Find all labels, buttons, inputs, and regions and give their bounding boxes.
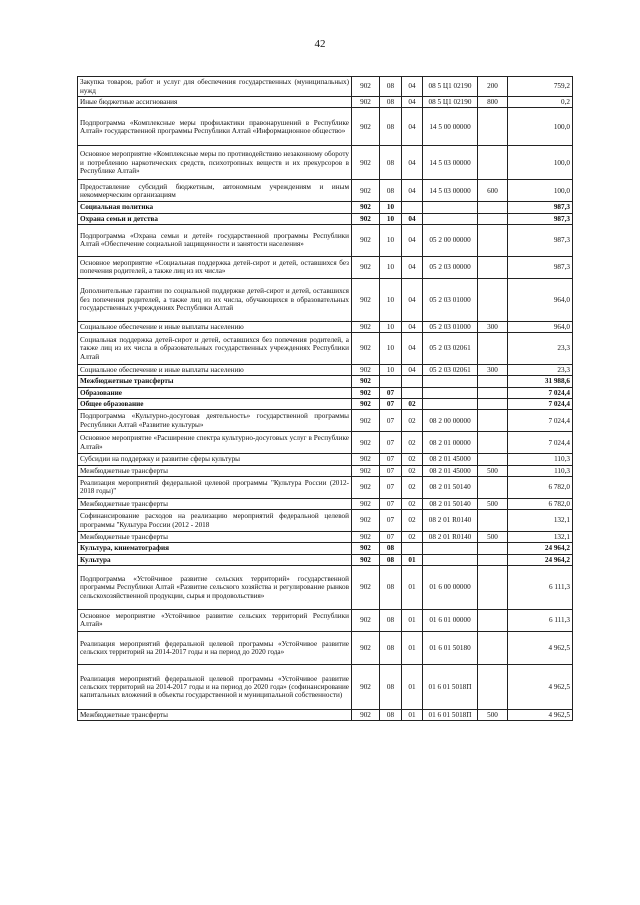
- row-subsection: 04: [402, 77, 423, 97]
- row-amount: 23,3: [508, 333, 573, 365]
- table-row: [78, 498, 573, 509]
- row-expense-type: [478, 387, 508, 398]
- row-section: 07: [380, 398, 402, 409]
- row-amount: 7 024,4: [508, 398, 573, 409]
- row-admin-code: 902: [352, 376, 380, 387]
- row-section: 08: [380, 664, 402, 709]
- row-amount: 7 024,4: [508, 432, 573, 454]
- row-admin-code: 902: [352, 365, 380, 376]
- row-expense-type: [478, 554, 508, 565]
- row-expense-type: [478, 609, 508, 631]
- row-subsection: 01: [402, 554, 423, 565]
- table-row: [78, 213, 573, 224]
- row-subsection: 01: [402, 565, 423, 609]
- row-name: Иные бюджетные ассигнования: [78, 97, 352, 108]
- table-row: [78, 631, 573, 664]
- row-section: 07: [380, 465, 402, 476]
- row-admin-code: 902: [352, 202, 380, 213]
- row-amount: 24 964,2: [508, 543, 573, 554]
- row-target-article: [423, 202, 478, 213]
- table-row: [78, 376, 573, 387]
- row-section: 10: [380, 278, 402, 321]
- row-expense-type: 300: [478, 365, 508, 376]
- table-row: [78, 365, 573, 376]
- row-subsection: 04: [402, 97, 423, 108]
- row-name: Подпрограмма «Комплексные меры профилактики правонарушений в Республике Алтай» государственной программы Республики Алтай «Информационное общество»: [78, 108, 352, 146]
- row-name: Закупка товаров, работ и услуг для обеспечения государственных (муниципальных) нужд: [78, 77, 352, 97]
- row-subsection: 04: [402, 213, 423, 224]
- row-target-article: 05 2 03 01000: [423, 278, 478, 321]
- row-admin-code: 902: [352, 108, 380, 146]
- budget-table: [77, 76, 573, 721]
- row-name: Софинансирование расходов на реализацию мероприятий федеральной целевой программы "Культура России (2012 - 2018: [78, 510, 352, 532]
- row-admin-code: 902: [352, 77, 380, 97]
- row-amount: 4 962,5: [508, 709, 573, 720]
- row-section: 08: [380, 609, 402, 631]
- table-row: [78, 97, 573, 108]
- row-name: Межбюджетные трансферты: [78, 709, 352, 720]
- row-section: 07: [380, 498, 402, 509]
- row-admin-code: 902: [352, 532, 380, 543]
- row-amount: 31 988,6: [508, 376, 573, 387]
- table-row: [78, 543, 573, 554]
- row-target-article: 01 6 00 00000: [423, 565, 478, 609]
- row-target-article: 08 2 01 50140: [423, 498, 478, 509]
- row-amount: 110,3: [508, 454, 573, 465]
- row-admin-code: 902: [352, 631, 380, 664]
- row-target-article: 01 6 01 50180: [423, 631, 478, 664]
- row-admin-code: 902: [352, 387, 380, 398]
- row-expense-type: [478, 510, 508, 532]
- row-amount: 6 782,0: [508, 476, 573, 498]
- row-name: Межбюджетные трансферты: [78, 376, 352, 387]
- row-target-article: 08 2 01 R0140: [423, 532, 478, 543]
- row-section: [380, 376, 402, 387]
- row-section: 08: [380, 108, 402, 146]
- row-subsection: [402, 202, 423, 213]
- row-section: 07: [380, 387, 402, 398]
- row-target-article: 14 5 03 00000: [423, 146, 478, 180]
- row-name: Дополнительные гарантии по социальной поддержке детей-сирот и детей, оставшихся без попечения родителей, а также лиц из их числа, обучающихся в образовательных государственных учреждениях Республики Алтай: [78, 278, 352, 321]
- table-row: [78, 108, 573, 146]
- row-subsection: 01: [402, 609, 423, 631]
- row-expense-type: [478, 333, 508, 365]
- page-number: 42: [314, 38, 326, 50]
- row-target-article: 05 2 03 02061: [423, 365, 478, 376]
- row-name: Реализация мероприятий федеральной целевой программы "Культура России (2012-2018 годы)": [78, 476, 352, 498]
- table-row: [78, 146, 573, 180]
- row-name: Социальное обеспечение и иные выплаты населению: [78, 365, 352, 376]
- row-subsection: 04: [402, 321, 423, 332]
- row-target-article: 08 2 01 00000: [423, 432, 478, 454]
- row-subsection: 04: [402, 108, 423, 146]
- table-row: [78, 256, 573, 278]
- row-section: 08: [380, 554, 402, 565]
- row-name: Предоставление субсидий бюджетным, автономным учреждениям и иным некоммерческим организациям: [78, 180, 352, 202]
- row-subsection: 04: [402, 256, 423, 278]
- row-name: Основное мероприятие «Устойчивое развитие сельских территорий Республики Алтай»: [78, 609, 352, 631]
- row-expense-type: [478, 410, 508, 432]
- row-admin-code: 902: [352, 410, 380, 432]
- row-expense-type: [478, 108, 508, 146]
- row-name: Реализация мероприятий федеральной целевой программы «Устойчивое развитие сельских территорий на 2014-2017 годы и на период до 2020 года»: [78, 631, 352, 664]
- row-target-article: 01 6 01 5018П: [423, 664, 478, 709]
- row-admin-code: 902: [352, 224, 380, 256]
- row-amount: 759,2: [508, 77, 573, 97]
- row-amount: 132,1: [508, 510, 573, 532]
- row-subsection: 04: [402, 278, 423, 321]
- row-target-article: 05 2 03 00000: [423, 256, 478, 278]
- row-section: 07: [380, 510, 402, 532]
- row-admin-code: 902: [352, 465, 380, 476]
- row-admin-code: 902: [352, 321, 380, 332]
- table-row: [78, 609, 573, 631]
- row-section: 08: [380, 180, 402, 202]
- row-name: Межбюджетные трансферты: [78, 498, 352, 509]
- row-section: 07: [380, 454, 402, 465]
- row-admin-code: 902: [352, 554, 380, 565]
- row-admin-code: 902: [352, 256, 380, 278]
- row-name: Субсидии на поддержку и развитие сферы культуры: [78, 454, 352, 465]
- table-row: [78, 410, 573, 432]
- table-row: [78, 77, 573, 97]
- row-subsection: 02: [402, 498, 423, 509]
- row-admin-code: 902: [352, 609, 380, 631]
- row-expense-type: [478, 213, 508, 224]
- row-subsection: [402, 387, 423, 398]
- row-subsection: 02: [402, 432, 423, 454]
- row-admin-code: 902: [352, 476, 380, 498]
- row-amount: 100,0: [508, 180, 573, 202]
- row-target-article: 14 5 03 00000: [423, 180, 478, 202]
- row-name: Культура: [78, 554, 352, 565]
- row-amount: 6 111,3: [508, 565, 573, 609]
- row-expense-type: 800: [478, 97, 508, 108]
- row-name: Межбюджетные трансферты: [78, 532, 352, 543]
- row-section: 10: [380, 321, 402, 332]
- row-target-article: [423, 554, 478, 565]
- row-name: Основное мероприятие «Комплексные меры по противодействию незаконному обороту и потреблению наркотических средств, психотропных веществ и их прекурсоров в Республике Алтай»: [78, 146, 352, 180]
- row-subsection: 04: [402, 365, 423, 376]
- row-amount: 4 962,5: [508, 631, 573, 664]
- row-section: 10: [380, 365, 402, 376]
- row-subsection: 04: [402, 146, 423, 180]
- row-expense-type: [478, 476, 508, 498]
- row-amount: 100,0: [508, 146, 573, 180]
- row-subsection: 02: [402, 398, 423, 409]
- row-amount: 987,3: [508, 224, 573, 256]
- row-admin-code: 902: [352, 498, 380, 509]
- table-row: [78, 387, 573, 398]
- row-amount: 23,3: [508, 365, 573, 376]
- row-section: 10: [380, 224, 402, 256]
- row-section: 07: [380, 532, 402, 543]
- row-name: Социальная политика: [78, 202, 352, 213]
- row-amount: 6 111,3: [508, 609, 573, 631]
- row-target-article: [423, 398, 478, 409]
- table-row: [78, 454, 573, 465]
- row-name: Социальное обеспечение и иные выплаты населению: [78, 321, 352, 332]
- row-expense-type: [478, 202, 508, 213]
- row-expense-type: [478, 278, 508, 321]
- row-admin-code: 902: [352, 565, 380, 609]
- row-target-article: 08 2 01 R0140: [423, 510, 478, 532]
- row-expense-type: [478, 146, 508, 180]
- row-target-article: 05 2 03 02061: [423, 333, 478, 365]
- row-expense-type: [478, 432, 508, 454]
- row-expense-type: 500: [478, 709, 508, 720]
- row-target-article: [423, 543, 478, 554]
- row-admin-code: 902: [352, 333, 380, 365]
- row-expense-type: 200: [478, 77, 508, 97]
- row-amount: 100,0: [508, 108, 573, 146]
- row-admin-code: 902: [352, 432, 380, 454]
- row-name: Реализация мероприятий федеральной целевой программы «Устойчивое развитие сельских территорий на 2014-2017 годы и на период до 2020 года» (софинансирование капитальных вложений в объекты государственной и муниципальной собственности): [78, 664, 352, 709]
- row-amount: 987,3: [508, 202, 573, 213]
- row-name: Охрана семьи и детства: [78, 213, 352, 224]
- table-row: [78, 278, 573, 321]
- row-amount: 987,3: [508, 256, 573, 278]
- row-expense-type: 500: [478, 532, 508, 543]
- row-amount: 987,3: [508, 213, 573, 224]
- row-subsection: 01: [402, 631, 423, 664]
- row-amount: 0,2: [508, 97, 573, 108]
- row-section: 07: [380, 410, 402, 432]
- row-section: 08: [380, 543, 402, 554]
- row-section: 10: [380, 213, 402, 224]
- row-subsection: [402, 543, 423, 554]
- row-name: Культура, кинематография: [78, 543, 352, 554]
- row-amount: 110,3: [508, 465, 573, 476]
- row-name: Образование: [78, 387, 352, 398]
- table-row: [78, 510, 573, 532]
- row-expense-type: [478, 376, 508, 387]
- row-subsection: 02: [402, 465, 423, 476]
- table-row: [78, 180, 573, 202]
- row-name: Подпрограмма «Охрана семьи и детей» государственной программы Республики Алтай «Обеспечение социальной защищенности и занятости населения»: [78, 224, 352, 256]
- row-admin-code: 902: [352, 454, 380, 465]
- row-target-article: 01 6 01 5018П: [423, 709, 478, 720]
- row-section: 08: [380, 97, 402, 108]
- row-section: 08: [380, 146, 402, 180]
- row-amount: 7 024,4: [508, 387, 573, 398]
- row-admin-code: 902: [352, 664, 380, 709]
- row-amount: 7 024,4: [508, 410, 573, 432]
- row-admin-code: 902: [352, 510, 380, 532]
- table-row: [78, 709, 573, 720]
- row-subsection: 01: [402, 709, 423, 720]
- row-subsection: 04: [402, 333, 423, 365]
- table-row: [78, 432, 573, 454]
- row-expense-type: [478, 454, 508, 465]
- row-name: Подпрограмма «Устойчивое развитие сельских территорий» государственной программы Республики Алтай «Развитие сельского хозяйства и регулирование рынков сельскохозяйственной продукции, сырья и продовольствия»: [78, 565, 352, 609]
- row-subsection: 04: [402, 224, 423, 256]
- row-section: 07: [380, 476, 402, 498]
- table-row: [78, 565, 573, 609]
- row-admin-code: 902: [352, 213, 380, 224]
- row-name: Подпрограмма «Культурно-досуговая деятельность» государственной программы Республики Алтай «Развитие культуры»: [78, 410, 352, 432]
- row-target-article: 05 2 00 00000: [423, 224, 478, 256]
- row-expense-type: [478, 398, 508, 409]
- row-section: 10: [380, 256, 402, 278]
- row-name: Основное мероприятие «Расширение спектра культурно-досуговых услуг в Республике Алтай»: [78, 432, 352, 454]
- row-target-article: 08 5 Ц1 02190: [423, 97, 478, 108]
- row-section: 07: [380, 432, 402, 454]
- row-target-article: [423, 387, 478, 398]
- table-row: [78, 202, 573, 213]
- table-row: [78, 554, 573, 565]
- row-expense-type: [478, 256, 508, 278]
- row-target-article: 05 2 03 01000: [423, 321, 478, 332]
- row-amount: 964,0: [508, 321, 573, 332]
- row-target-article: 01 6 01 00000: [423, 609, 478, 631]
- row-subsection: 02: [402, 532, 423, 543]
- table-row: [78, 476, 573, 498]
- row-admin-code: 902: [352, 180, 380, 202]
- row-expense-type: 500: [478, 465, 508, 476]
- row-amount: 132,1: [508, 532, 573, 543]
- row-target-article: 08 2 01 50140: [423, 476, 478, 498]
- row-target-article: 08 2 01 45000: [423, 454, 478, 465]
- row-target-article: 08 5 Ц1 02190: [423, 77, 478, 97]
- row-target-article: [423, 213, 478, 224]
- row-amount: 24 964,2: [508, 554, 573, 565]
- table-row: [78, 398, 573, 409]
- row-admin-code: 902: [352, 709, 380, 720]
- row-amount: 4 962,5: [508, 664, 573, 709]
- row-target-article: 14 5 00 00000: [423, 108, 478, 146]
- row-subsection: 01: [402, 664, 423, 709]
- row-admin-code: 902: [352, 278, 380, 321]
- row-subsection: [402, 376, 423, 387]
- row-name: Социальная поддержка детей-сирот и детей, оставшихся без попечения родителей, а также лиц из их числа в образовательных государственных учреждениях Республики Алтай: [78, 333, 352, 365]
- row-section: 10: [380, 333, 402, 365]
- row-section: 08: [380, 565, 402, 609]
- row-subsection: 04: [402, 180, 423, 202]
- row-target-article: [423, 376, 478, 387]
- row-expense-type: [478, 664, 508, 709]
- row-subsection: 02: [402, 476, 423, 498]
- table-row: [78, 333, 573, 365]
- row-amount: 964,0: [508, 278, 573, 321]
- row-expense-type: 300: [478, 321, 508, 332]
- row-admin-code: 902: [352, 398, 380, 409]
- table-row: [78, 465, 573, 476]
- row-target-article: 08 2 01 45000: [423, 465, 478, 476]
- table-row: [78, 224, 573, 256]
- row-name: Межбюджетные трансферты: [78, 465, 352, 476]
- row-section: 08: [380, 77, 402, 97]
- row-admin-code: 902: [352, 146, 380, 180]
- row-admin-code: 902: [352, 97, 380, 108]
- row-expense-type: [478, 543, 508, 554]
- table-row: [78, 532, 573, 543]
- row-expense-type: [478, 224, 508, 256]
- row-subsection: 02: [402, 454, 423, 465]
- row-section: 10: [380, 202, 402, 213]
- row-section: 08: [380, 709, 402, 720]
- row-expense-type: [478, 631, 508, 664]
- row-admin-code: 902: [352, 543, 380, 554]
- table-row: [78, 321, 573, 332]
- row-section: 08: [380, 631, 402, 664]
- table-row: [78, 664, 573, 709]
- row-target-article: 08 2 00 00000: [423, 410, 478, 432]
- row-expense-type: 600: [478, 180, 508, 202]
- row-amount: 6 782,0: [508, 498, 573, 509]
- row-subsection: 02: [402, 510, 423, 532]
- row-name: Основное мероприятие «Социальная поддержка детей-сирот и детей, оставшихся без попечения родителей, а также лиц из их числа»: [78, 256, 352, 278]
- row-expense-type: [478, 565, 508, 609]
- row-expense-type: 500: [478, 498, 508, 509]
- row-subsection: 02: [402, 410, 423, 432]
- row-name: Общее образование: [78, 398, 352, 409]
